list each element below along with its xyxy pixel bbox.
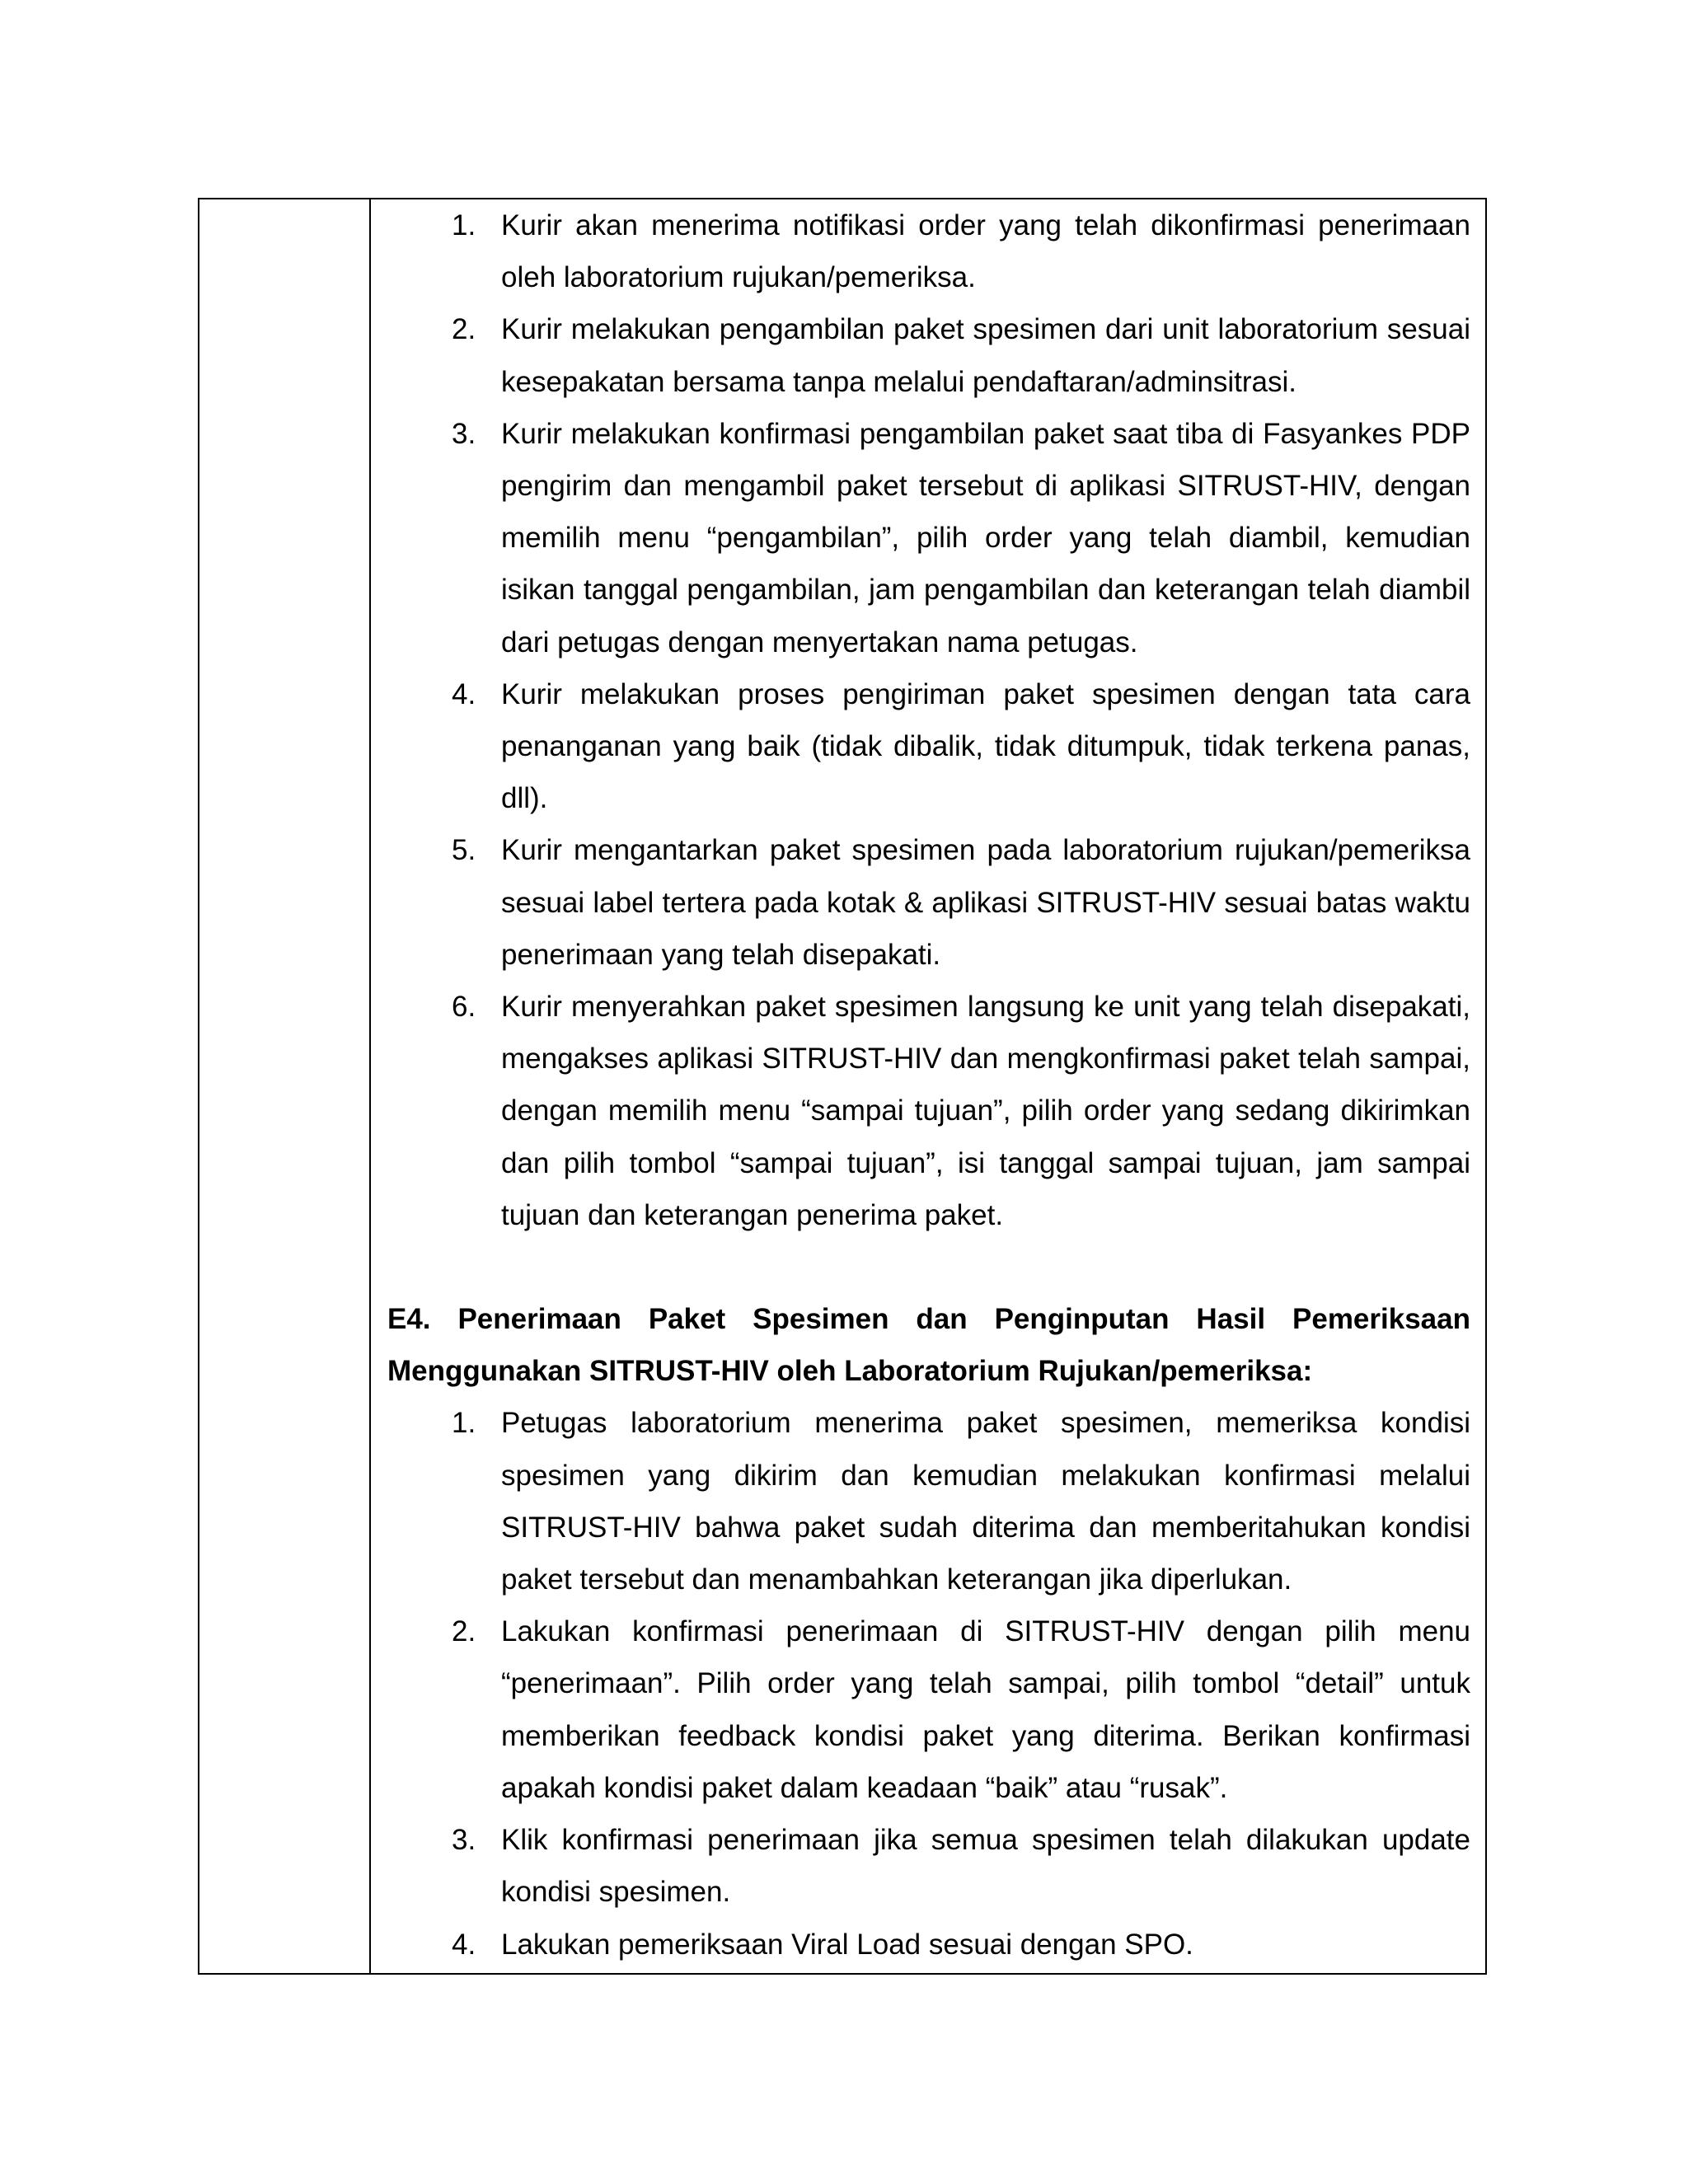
document-table: [198, 198, 1487, 1975]
list-item-number: 3.: [452, 417, 476, 450]
list-item-number: 4.: [452, 1928, 476, 1961]
list-item-text: Klik konfirmasi penerimaan jika semua spesimen telah dilakukan update kondisi spesimen.: [501, 1824, 1470, 1909]
list-item: [387, 668, 1470, 825]
courier-procedure-section: [387, 199, 1470, 1241]
courier-steps-list: [387, 199, 1470, 1241]
section-heading: E4. Penerimaan Paket Spesimen dan Penginputan Hasil Pemeriksaan Menggunakan SITRUST-HIV oleh Laboratorium Rujukan/pemeriksa:: [387, 1303, 1470, 1388]
list-item-number: 1.: [452, 1407, 476, 1440]
list-item: [387, 408, 1470, 668]
list-item-text: Kurir akan menerima notifikasi order yang telah dikonfirmasi penerimaan oleh laboratorium rujukan/pemeriksa.: [501, 209, 1470, 294]
list-item: [387, 1605, 1470, 1814]
list-item-number: 3.: [452, 1824, 476, 1857]
lab-steps-list: [387, 1397, 1470, 1970]
list-item-text: Kurir menyerahkan paket spesimen langsung ke unit yang telah disepakati, mengakses aplikasi SITRUST-HIV dan mengkonfirmasi paket telah sampai, dengan memilih menu “sampai tujuan”, pilih order yang sedang dikirimkan dan pilih tombol “sampai tujuan”, isi tanggal sampai tujuan, jam sampai tujuan dan keterangan penerima paket.: [501, 991, 1470, 1231]
lab-reception-section: [387, 1293, 1470, 1971]
list-item: [387, 1814, 1470, 1918]
list-item: [387, 824, 1470, 981]
list-item-number: 4.: [452, 677, 476, 710]
list-item-number: 6.: [452, 991, 476, 1024]
list-item: [387, 199, 1470, 303]
list-item-text: Petugas laboratorium menerima paket spesimen, memeriksa kondisi spesimen yang dikirim dan kemudian melakukan konfirmasi melalui SITRUST-HIV bahwa paket sudah diterima dan memberitahukan kondisi paket tersebut dan menambahkan keterangan jika diperlukan.: [501, 1407, 1470, 1596]
list-item: [387, 1397, 1470, 1605]
list-item-text: Kurir melakukan pengambilan paket spesimen dari unit laboratorium sesuai kesepakatan bersama tanpa melalui pendaftaran/adminsitrasi.: [501, 313, 1470, 398]
list-item-number: 2.: [452, 313, 476, 346]
list-item-number: 2.: [452, 1615, 476, 1648]
list-item-number: 5.: [452, 834, 476, 867]
list-item: [387, 303, 1470, 407]
right-column-cell: [371, 199, 1485, 1973]
list-item-number: 1.: [452, 209, 476, 241]
left-column-cell: [199, 199, 371, 1973]
list-item: [387, 1919, 1470, 1971]
list-item-text: Kurir melakukan proses pengiriman paket spesimen dengan tata cara penanganan yang baik (tidak dibalik, tidak ditumpuk, tidak terkena panas, dll).: [501, 677, 1470, 815]
list-item: [387, 981, 1470, 1241]
list-item-text: Kurir mengantarkan paket spesimen pada laboratorium rujukan/pemeriksa sesuai label tertera pada kotak & aplikasi SITRUST-HIV sesuai batas waktu penerimaan yang telah disepakati.: [501, 834, 1470, 971]
list-item-text: Lakukan pemeriksaan Viral Load sesuai dengan SPO.: [501, 1928, 1193, 1961]
list-item-text: Kurir melakukan konfirmasi pengambilan paket saat tiba di Fasyankes PDP pengirim dan mengambil paket tersebut di aplikasi SITRUST-HIV, dengan memilih menu “pengambilan”, pilih order yang telah diambil, kemudian isikan tanggal pengambilan, jam pengambilan dan keterangan telah diambil dari petugas dengan menyertakan nama petugas.: [501, 417, 1470, 658]
list-item-text: Lakukan konfirmasi penerimaan di SITRUST-HIV dengan pilih menu “penerimaan”. Pilih order yang telah sampai, pilih tombol “detail” untuk memberikan feedback kondisi paket yang diterima. Berikan konfirmasi apakah kondisi paket dalam keadaan “baik” atau “rusak”.: [501, 1615, 1470, 1804]
